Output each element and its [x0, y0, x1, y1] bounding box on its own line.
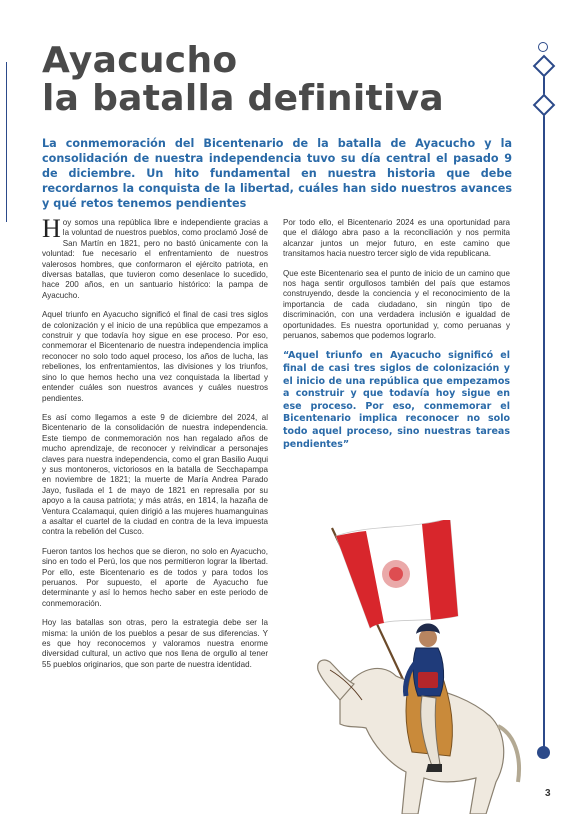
page-number: 3: [545, 788, 551, 799]
paragraph-4: Fueron tantos los hechos que se dieron, no solo en Ayacucho, sino en todo el Perú, los que nos permitieron lograr la libertad. Por ello, este Bicentenario es de todos y para todos los peruanos. Por supuesto, el aporte de Ayacucho fue determinante y así lo hemos hecho saber en este periodo de conmemoración.: [42, 546, 268, 608]
right-vertical-rule: [543, 74, 545, 750]
paragraph-7: Que este Bicentenario sea el punto de inicio de un camino que nos haga sentir orgullosos también del país que estamos construyendo, desde la conciencia y el reconocimiento de la importancia de cada ciudadano, sin ningún tipo de discriminación, con una verdadera inclusión e igualdad de oportunidades. Es nuestra oportunidad y, como peruanas y peruanos, sabemos que podemos lograrlo.: [283, 268, 510, 341]
drop-cap: H: [42, 214, 61, 243]
rule-diamond-1: [533, 55, 556, 78]
paragraph-1-text: oy somos una república libre e independiente gracias a la voluntad de nuestros pueblos, como proclamó José de San Martín en 1821, pero no bastó únicamente con la voluntad: fue necesario el enfrentamiento de nuestros valerosos hombres, que conformaron el ejército patriota, en diversas batallas, que tuvieron como desenlace lo sucedido, hace 200 años, en un santuario histórico: la pampa de Ayacucho.: [42, 218, 268, 300]
rule-end-dot: [537, 746, 550, 759]
pull-quote: “Aquel triunfo en Ayacucho significó el final de casi tres siglos de colonización y el inicio de una república que empezamos a construir y que todavía hoy sigue en ese proceso. Por eso, conmemorar el Bicentenario implica reconocer no solo todo aquel proceso, sino nuestras tareas pendientes”: [283, 350, 510, 450]
article-lead: La conmemoración del Bicentenario de la batalla de Ayacucho y la consolidación de nuestra independencia tuvo su día central el pasado 9 de diciembre. Un hito fundamental en nuestra historia que debe recordarnos la conquista de la libertad, cuáles han sido nuestros avances y qué retos tenemos pendientes: [42, 137, 512, 210]
rider-head: [419, 629, 437, 647]
article-title: [42, 42, 444, 118]
left-column: [42, 214, 268, 679]
rider-boot: [426, 764, 442, 772]
horseman-flag-illustration: [300, 520, 530, 814]
rider-sash: [418, 672, 438, 688]
paragraph-3: Es así como llegamos a este 9 de diciembre del 2024, al Bicentenario de la consolidación de nuestra independencia. Este tiempo de conmemoración nos han regalado años de mucho aprendizaje, de reconocer y reivindicar a personajes claves para nuestra independencia, como el gran Basilio Auqui y sus montoneros, victoriosos en la batalla de Secchapampa en noviembre de 1821; la muerte de María Andrea Parado Jayo, fusilada el 1 de mayo de 1821 en represalia por su apoyo a la causa patriota; y más atrás, en 1814, la hazaña de Ventura Ccalamaqui, quien dirigió a las mujeres huamanguinas a asaltar el cuartel de la ciudad en contra de la leva impuesta contra la rebelión del Cusco.: [42, 412, 268, 537]
paragraph-5: Hoy las batallas son otras, pero la estrategia debe ser la misma: la unión de los pueblos a pesar de sus diferencias. Y es que hoy reconocemos y valoramos nuestra enorme diversidad cultural, un activo que nos llena de orgullo al tener 55 pueblos originarios, que son parte de nuestra identidad.: [42, 618, 268, 669]
paragraph-6: Por todo ello, el Bicentenario 2024 es una oportunidad para que el diálogo abra paso a la reconciliación y nos permita alcanzar juntos un mejor futuro, en este camino que transitamos hacia nuestro tercer siglo de vida republicana.: [283, 218, 510, 259]
title-line-1: Ayacucho: [42, 40, 238, 81]
paragraph-1: [42, 214, 268, 301]
rule-diamond-2: [533, 94, 556, 117]
right-column: [283, 218, 510, 460]
rule-top-circle: [538, 42, 548, 52]
paragraph-2: Aquel triunfo en Ayacucho significó el final de casi tres siglos de colonización y el inicio de una república que empezamos a construir y que todavía hoy sigue en ese proceso. Por eso, conmemorar el Bicentenario de nuestra independencia implica reconocer no solo todo aquel proceso, los años de lucha, las rebeliones, los enfrentamientos, las divisiones y los triunfos, sino lo que hemos hecho una vez conquistada la libertad y entender cuáles son nuestros avances y cuáles nuestros pendientes.: [42, 310, 268, 403]
left-decorative-rule: [6, 62, 7, 222]
title-line-2: la batalla definitiva: [42, 78, 445, 119]
